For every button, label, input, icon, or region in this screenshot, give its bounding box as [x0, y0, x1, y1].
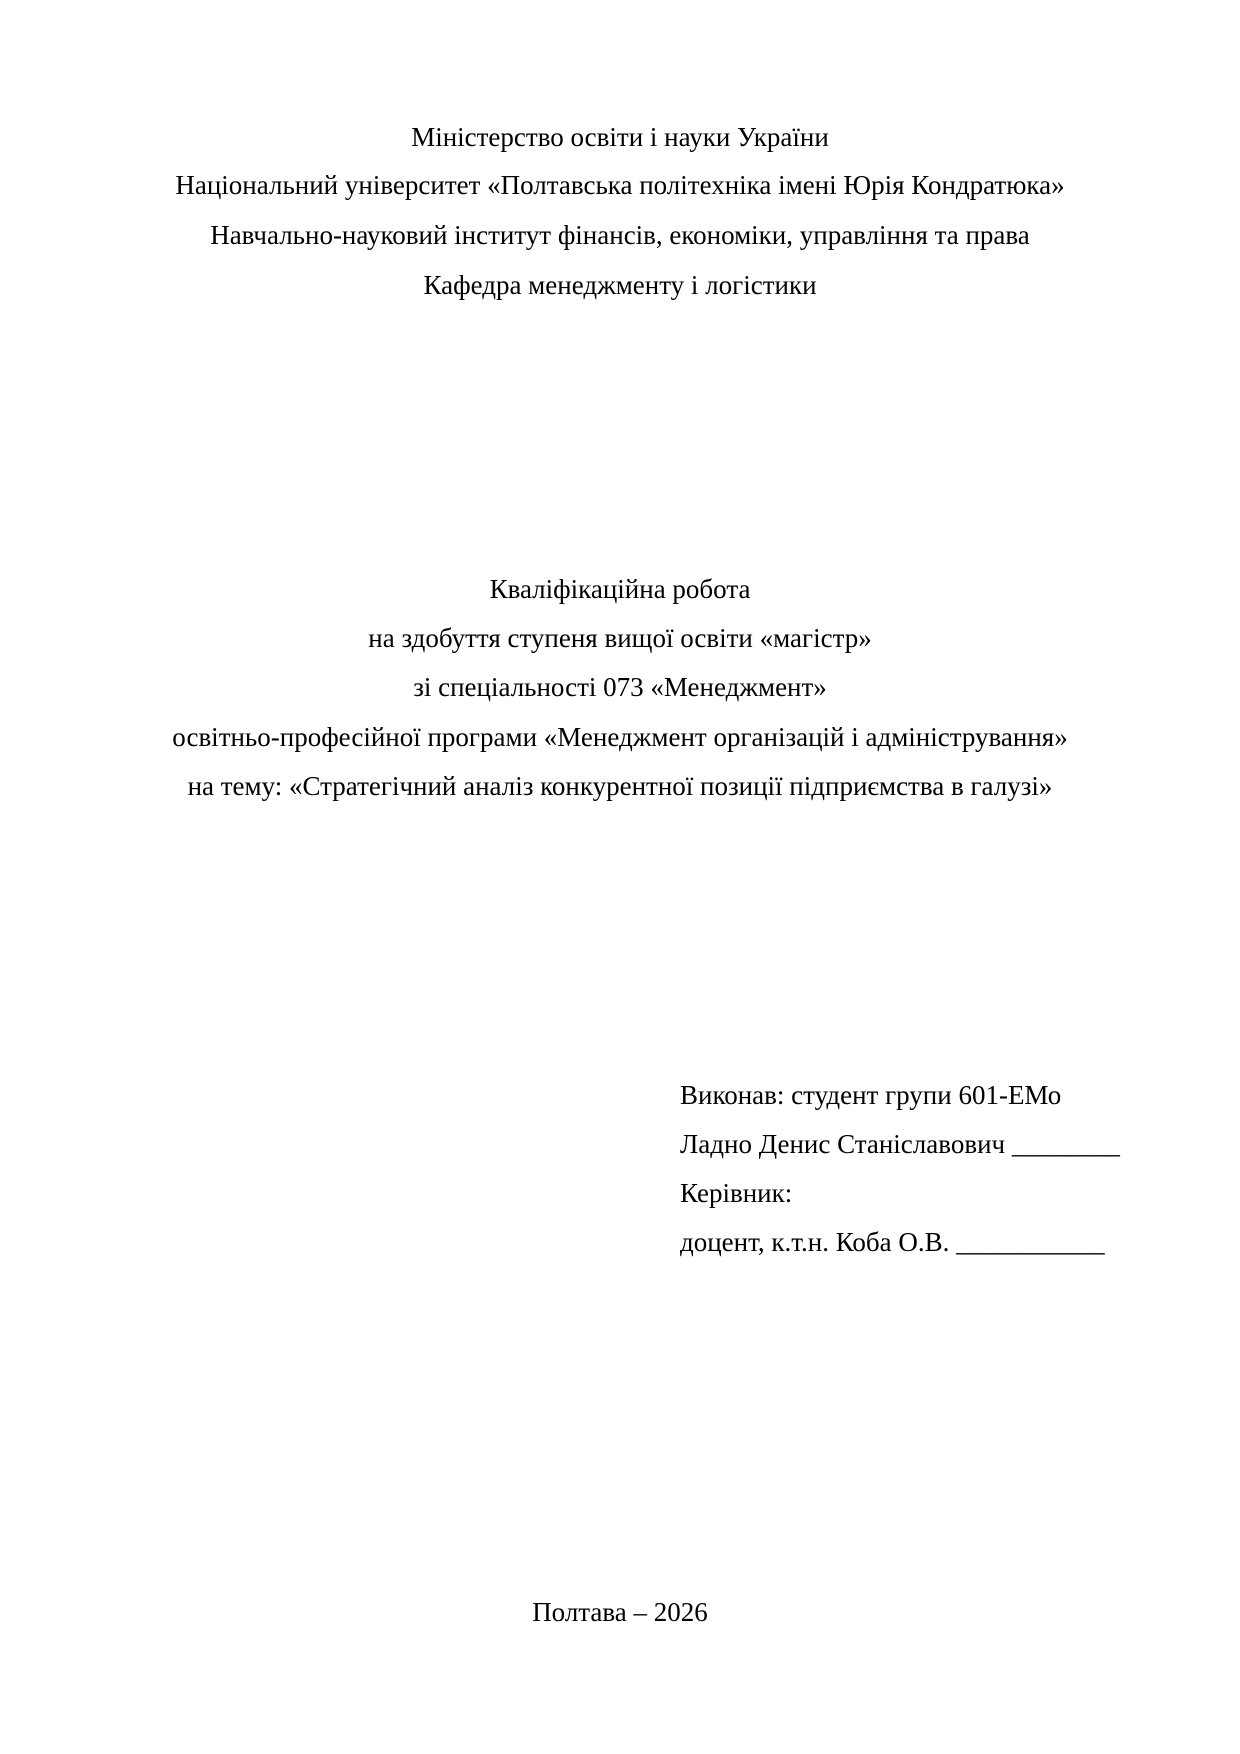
supervisor-line: доцент, к.т.н. Коба О.В. ___________ [680, 1227, 1105, 1257]
specialty-line: зі спеціальності 073 «Менеджмент» [413, 672, 827, 702]
topic-line: на тему: «Стратегічний аналіз конкурентної позиції підприємства в галузі» [187, 771, 1053, 801]
degree-line: на здобуття ступеня вищої освіти «магістр» [368, 623, 872, 653]
department-line: Кафедра менеджменту і логістики [423, 270, 817, 300]
work-type: Кваліфікаційна робота [489, 574, 751, 604]
city-year: Полтава – 2026 [532, 1597, 708, 1627]
university-line: Національний університет «Полтавська політехніка імені Юрія Кондратюка» [175, 170, 1065, 200]
ministry-line: Міністерство освіти і науки України [411, 122, 829, 152]
supervisor-label: Керівник: [680, 1178, 793, 1208]
performer-line: Виконав: студент групи 601-ЕМо [680, 1080, 1062, 1110]
program-line: освітньо-професійної програми «Менеджмент організацій і адміністрування» [172, 722, 1068, 752]
institute-line: Навчально-науковий інститут фінансів, економіки, управління та права [210, 220, 1030, 250]
student-name-line: Ладно Денис Станіславович ________ [680, 1129, 1120, 1159]
